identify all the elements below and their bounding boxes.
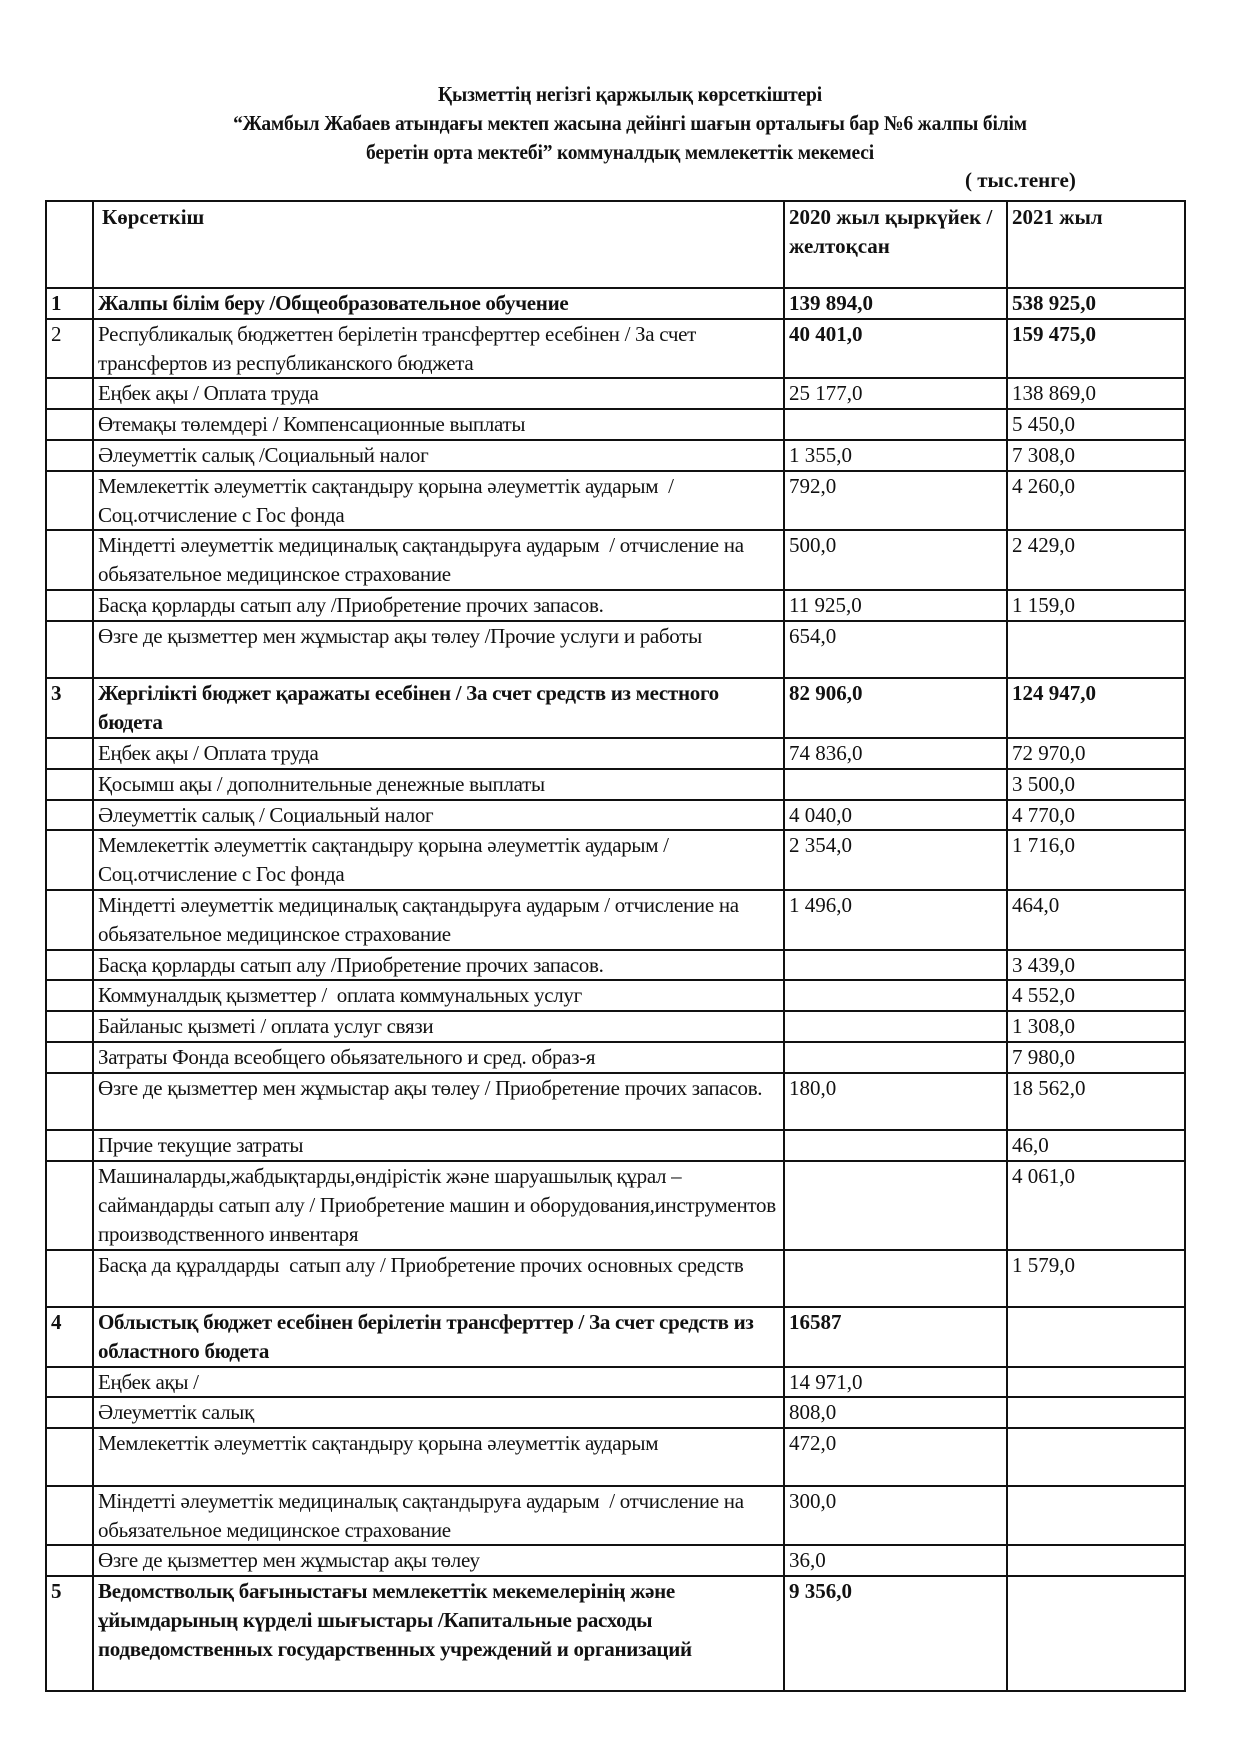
row-indicator [93, 319, 784, 379]
row-value-2021 [1007, 769, 1185, 800]
row-indicator-text: Әлеуметтік салық /Социальный налог [98, 442, 429, 467]
row-value-2020-text: 1 496,0 [789, 892, 852, 917]
row-indicator [93, 678, 784, 738]
row-indicator-text: Мемлекеттік әлеуметтік сақтандыру қорына әлеуметтік аударым [98, 1431, 659, 1456]
row-number [46, 288, 93, 319]
row-value-2020 [784, 1250, 1007, 1308]
row-indicator-text: Еңбек ақы / [98, 1369, 199, 1394]
row-value-2020-text: 500,0 [789, 533, 837, 558]
row-value-2021 [1007, 890, 1185, 950]
row-number [46, 440, 93, 471]
row-number [46, 1545, 93, 1576]
row-value-2020-text: 792,0 [789, 473, 837, 498]
row-value-2020-text: 1 355,0 [789, 442, 852, 467]
row-value-2021-text: 4 552,0 [1012, 983, 1075, 1008]
row-indicator [93, 1073, 784, 1131]
row-value-2020-text: 180,0 [789, 1075, 837, 1100]
row-value-2021-text: 3 500,0 [1012, 771, 1075, 796]
row-value-2020-text: 36,0 [789, 1548, 826, 1573]
row-value-2020-text: 82 906,0 [789, 681, 863, 706]
row-indicator [93, 471, 784, 531]
row-indicator-text: Машиналарды,жабдықтарды,өндірістік және шаруашылық құрал – саймандарды сатып алу / Приобретение машин и оборудования,инструментов производственного инвентаря [98, 1164, 781, 1246]
row-number [46, 800, 93, 831]
row-value-2021 [1007, 678, 1185, 738]
row-indicator-text: Мемлекеттік әлеуметтік сақтандыру қорына әлеуметтік аударым / Соц.отчисление с Гос фонда [98, 833, 674, 887]
table-row [46, 621, 1185, 679]
row-indicator [93, 1130, 784, 1161]
row-number [46, 530, 93, 590]
document-title [0, 80, 1240, 167]
row-value-2021 [1007, 1073, 1185, 1131]
row-indicator [93, 890, 784, 950]
row-value-2021-text: 7 308,0 [1012, 442, 1075, 467]
row-number [46, 590, 93, 621]
row-indicator [93, 378, 784, 409]
row-value-2021 [1007, 1250, 1185, 1308]
row-number [46, 1250, 93, 1308]
row-number [46, 1011, 93, 1042]
row-value-2021 [1007, 378, 1185, 409]
row-value-2020 [784, 378, 1007, 409]
table-row [46, 830, 1185, 890]
row-value-2021 [1007, 1486, 1185, 1546]
table-row [46, 530, 1185, 590]
row-value-2021-text: 4 770,0 [1012, 802, 1075, 827]
row-number [46, 1307, 93, 1367]
table-row [46, 1011, 1185, 1042]
row-number [46, 830, 93, 890]
table-row [46, 1307, 1185, 1367]
row-indicator-text: Өзге де қызметтер мен жұмыстар ақы төлеу /Прочие услуги и работы [98, 623, 702, 648]
row-value-2020 [784, 440, 1007, 471]
row-value-2020 [784, 738, 1007, 769]
row-value-2020 [784, 1161, 1007, 1249]
row-value-2020-text: 40 401,0 [789, 321, 863, 346]
row-value-2020 [784, 800, 1007, 831]
row-indicator [93, 1011, 784, 1042]
table-row [46, 1073, 1185, 1131]
row-indicator [93, 1397, 784, 1428]
row-number [46, 471, 93, 531]
row-number [46, 678, 93, 738]
row-value-2021-text: 1 159,0 [1012, 592, 1075, 617]
row-value-2021-text: 1 716,0 [1012, 833, 1075, 858]
row-indicator-text: Өзге де қызметтер мен жұмыстар ақы төлеу / Приобретение прочих запасов. [98, 1075, 763, 1100]
row-value-2021-text: 4 061,0 [1012, 1164, 1075, 1189]
row-value-2020-text: 4 040,0 [789, 802, 852, 827]
row-value-2021 [1007, 1307, 1185, 1367]
row-indicator [93, 409, 784, 440]
table-row [46, 1397, 1185, 1428]
row-value-2020 [784, 1042, 1007, 1073]
row-number [46, 1486, 93, 1546]
row-indicator [93, 288, 784, 319]
table-row [46, 800, 1185, 831]
row-value-2021-text: 18 562,0 [1012, 1075, 1086, 1100]
row-indicator [93, 1428, 784, 1486]
row-number [46, 1367, 93, 1398]
row-value-2021 [1007, 590, 1185, 621]
row-indicator-text: Басқа да құралдарды сатып алу / Приобретение прочих основных средств [98, 1252, 744, 1277]
row-indicator-text: Өтемақы төлемдері / Компенсационные выплаты [98, 412, 526, 437]
row-value-2020 [784, 769, 1007, 800]
row-value-2020 [784, 409, 1007, 440]
table-row [46, 980, 1185, 1011]
row-value-2021 [1007, 471, 1185, 531]
financial-indicators-table [45, 200, 1186, 1692]
row-value-2020 [784, 590, 1007, 621]
row-indicator [93, 1307, 784, 1367]
row-number [46, 950, 93, 981]
row-indicator-text: Еңбек ақы / Оплата труда [98, 381, 319, 406]
row-value-2020 [784, 1073, 1007, 1131]
table-row [46, 1161, 1185, 1249]
row-value-2021 [1007, 1397, 1185, 1428]
row-value-2020-text: 808,0 [789, 1400, 837, 1425]
row-value-2020-text: 11 925,0 [789, 592, 862, 617]
row-indicator-text: Жалпы білім беру /Общеобразовательное обучение [98, 291, 569, 315]
row-value-2021-text: 124 947,0 [1012, 681, 1096, 706]
title-line-3: беретін орта мектебі” коммуналдық мемлекеттік мекемесі [366, 140, 874, 164]
row-value-2020 [784, 830, 1007, 890]
row-indicator-text: Затраты Фонда всеобщего обьязательного и сред. образ-я [98, 1044, 596, 1069]
header-indicator: Көрсеткіш [93, 201, 784, 288]
header-num [46, 201, 93, 288]
row-indicator-text: Ведомстволық бағыныстағы мемлекеттік мекемелерінің және ұйымдарының күрделі шығыстары /Капитальные расходы подведомственных государственных учреждений и организаций [98, 1579, 692, 1661]
row-value-2021 [1007, 440, 1185, 471]
row-indicator-text: Өзге де қызметтер мен жұмыстар ақы төлеу [98, 1548, 480, 1573]
row-indicator [93, 1486, 784, 1546]
row-value-2021 [1007, 319, 1185, 379]
table-row [46, 440, 1185, 471]
row-indicator [93, 980, 784, 1011]
row-value-2021 [1007, 830, 1185, 890]
row-value-2021 [1007, 1367, 1185, 1398]
row-value-2021 [1007, 1130, 1185, 1161]
row-indicator-text: Облыстық бюджет есебінен берілетін трансферттер / За счет средств из областного бюдета [98, 1310, 759, 1363]
row-value-2021-text: 538 925,0 [1012, 291, 1096, 315]
row-value-2021 [1007, 1545, 1185, 1576]
units-label: ( тыс.тенге) [965, 168, 1076, 192]
row-value-2021 [1007, 1042, 1185, 1073]
row-number [46, 1073, 93, 1131]
row-value-2021 [1007, 980, 1185, 1011]
row-value-2020 [784, 621, 1007, 679]
row-value-2021-text: 46,0 [1012, 1133, 1049, 1158]
row-value-2020 [784, 1011, 1007, 1042]
row-value-2020-text: 74 836,0 [789, 740, 863, 765]
row-number-text: 4 [51, 1310, 62, 1335]
row-indicator [93, 1250, 784, 1308]
row-value-2021 [1007, 1161, 1185, 1249]
table-row [46, 1576, 1185, 1691]
row-indicator-text: Міндетті әлеуметтік медициналық сақтандыруға аударым / отчисление на обьязательное медицинское страхование [98, 1488, 749, 1542]
row-number [46, 1042, 93, 1073]
table-header-row [46, 201, 1185, 288]
table-row [46, 1486, 1185, 1546]
row-value-2021 [1007, 1011, 1185, 1042]
row-value-2020 [784, 1545, 1007, 1576]
row-value-2020 [784, 1576, 1007, 1691]
row-number-text: 1 [51, 291, 62, 315]
row-value-2020 [784, 1397, 1007, 1428]
row-value-2020-text: 9 356,0 [789, 1579, 852, 1604]
row-value-2020-text: 14 971,0 [789, 1369, 863, 1394]
row-value-2021 [1007, 800, 1185, 831]
table-row [46, 769, 1185, 800]
row-value-2021 [1007, 1428, 1185, 1486]
row-value-2021-text: 464,0 [1012, 892, 1060, 917]
table-row [46, 678, 1185, 738]
row-indicator [93, 769, 784, 800]
table-row [46, 1428, 1185, 1486]
row-indicator-text: Коммуналдық қызметтер / оплата коммунальных услуг [98, 983, 582, 1008]
row-value-2021 [1007, 1576, 1185, 1691]
row-indicator-text: Әлеуметтік салық [98, 1400, 254, 1425]
row-value-2021 [1007, 409, 1185, 440]
row-indicator-text: Мемлекеттік әлеуметтік сақтандыру қорына әлеуметтік аударым / Соц.отчисление с Гос фонда [98, 473, 679, 527]
row-indicator [93, 440, 784, 471]
row-indicator [93, 1161, 784, 1249]
row-value-2020 [784, 950, 1007, 981]
row-indicator [93, 530, 784, 590]
row-value-2020-text: 472,0 [789, 1431, 837, 1456]
row-value-2021-text: 1 308,0 [1012, 1014, 1075, 1039]
row-number [46, 409, 93, 440]
table-row [46, 471, 1185, 531]
row-value-2021-text: 3 439,0 [1012, 952, 1075, 977]
row-number [46, 890, 93, 950]
row-indicator-text: Басқа қорларды сатып алу /Приобретение прочих запасов. [98, 952, 604, 977]
row-value-2020 [784, 1367, 1007, 1398]
row-indicator [93, 1367, 784, 1398]
table-row [46, 288, 1185, 319]
row-value-2020-text: 300,0 [789, 1488, 837, 1513]
row-value-2021-text: 1 579,0 [1012, 1252, 1075, 1277]
table-row [46, 1130, 1185, 1161]
row-value-2020 [784, 1486, 1007, 1546]
row-value-2020 [784, 1130, 1007, 1161]
row-indicator [93, 590, 784, 621]
row-indicator-text: Қосымш ақы / дополнительные денежные выплаты [98, 771, 545, 796]
row-value-2021-text: 72 970,0 [1012, 740, 1086, 765]
row-value-2021-text: 7 980,0 [1012, 1044, 1075, 1069]
row-indicator-text: Әлеуметтік салық / Социальный налог [98, 802, 434, 827]
table-row [46, 319, 1185, 379]
row-value-2021-text: 138 869,0 [1012, 381, 1096, 406]
row-value-2021-text: 159 475,0 [1012, 321, 1096, 346]
row-indicator-text: Еңбек ақы / Оплата труда [98, 740, 319, 765]
row-number [46, 1397, 93, 1428]
row-indicator-text: Байланыс қызметі / оплата услуг связи [98, 1014, 434, 1039]
row-value-2020-text: 2 354,0 [789, 833, 852, 858]
row-indicator [93, 1042, 784, 1073]
row-value-2021-text: 4 260,0 [1012, 473, 1075, 498]
row-value-2021 [1007, 530, 1185, 590]
row-number [46, 319, 93, 379]
row-value-2020-text: 139 894,0 [789, 291, 873, 315]
table-row [46, 1545, 1185, 1576]
row-value-2020 [784, 980, 1007, 1011]
table-row [46, 409, 1185, 440]
row-indicator [93, 1576, 784, 1691]
table-row [46, 1367, 1185, 1398]
row-value-2020 [784, 1428, 1007, 1486]
row-value-2020-text: 25 177,0 [789, 381, 863, 406]
row-indicator [93, 1545, 784, 1576]
row-value-2021 [1007, 950, 1185, 981]
table-body [46, 288, 1185, 1691]
row-value-2020 [784, 319, 1007, 379]
row-indicator [93, 800, 784, 831]
row-indicator [93, 738, 784, 769]
row-number-text: 3 [51, 681, 62, 706]
row-value-2021-text: 2 429,0 [1012, 533, 1075, 558]
row-number [46, 378, 93, 409]
row-value-2020 [784, 530, 1007, 590]
table-row [46, 1042, 1185, 1073]
row-value-2020-text: 654,0 [789, 623, 837, 648]
row-number [46, 769, 93, 800]
table-row [46, 738, 1185, 769]
row-value-2020 [784, 288, 1007, 319]
row-number-text: 2 [51, 321, 62, 346]
row-number-text: 5 [51, 1579, 62, 1604]
row-value-2021 [1007, 288, 1185, 319]
row-number [46, 621, 93, 679]
table-row [46, 378, 1185, 409]
row-value-2020-text: 16587 [789, 1310, 842, 1335]
row-value-2020 [784, 471, 1007, 531]
row-number [46, 1161, 93, 1249]
row-indicator-text: Прчие текущие затраты [98, 1133, 304, 1158]
table-row [46, 890, 1185, 950]
row-number [46, 738, 93, 769]
table-row [46, 590, 1185, 621]
table-row [46, 1250, 1185, 1308]
row-number [46, 1130, 93, 1161]
row-indicator [93, 621, 784, 679]
row-indicator [93, 830, 784, 890]
row-value-2020 [784, 1307, 1007, 1367]
row-indicator-text: Басқа қорларды сатып алу /Приобретение прочих запасов. [98, 592, 604, 617]
row-indicator-text: Міндетті әлеуметтік медициналық сақтандыруға аударым / отчисление на обьязательное медицинское страхование [98, 533, 749, 587]
title-line-2: “Жамбыл Жабаев атындағы мектеп жасына дейінгі шағын орталығы бар №6 жалпы білім [233, 111, 1027, 135]
title-line-1: Қызметтің негізгі қаржылық көрсеткіштері [438, 82, 822, 106]
row-number [46, 1428, 93, 1486]
row-indicator [93, 950, 784, 981]
row-value-2021 [1007, 621, 1185, 679]
row-indicator-text: Міндетті әлеуметтік медициналық сақтандыруға аударым / отчисление на обьязательное медицинское страхование [98, 892, 744, 946]
row-value-2020 [784, 678, 1007, 738]
row-value-2020 [784, 890, 1007, 950]
row-number [46, 1576, 93, 1691]
row-value-2021 [1007, 738, 1185, 769]
row-number [46, 980, 93, 1011]
row-indicator-text: Жергілікті бюджет қаражаты есебінен / За счет средств из местного бюдета [98, 681, 724, 735]
row-indicator-text: Республикалық бюджеттен берілетін трансферттер есебінен / За счет трансфертов из республиканского бюджета [98, 321, 701, 375]
header-2020: 2020 жыл қыркүйек / желтоқсан [784, 201, 1007, 288]
row-value-2021-text: 5 450,0 [1012, 412, 1075, 437]
table-row [46, 950, 1185, 981]
header-2021: 2021 жыл [1007, 201, 1185, 288]
